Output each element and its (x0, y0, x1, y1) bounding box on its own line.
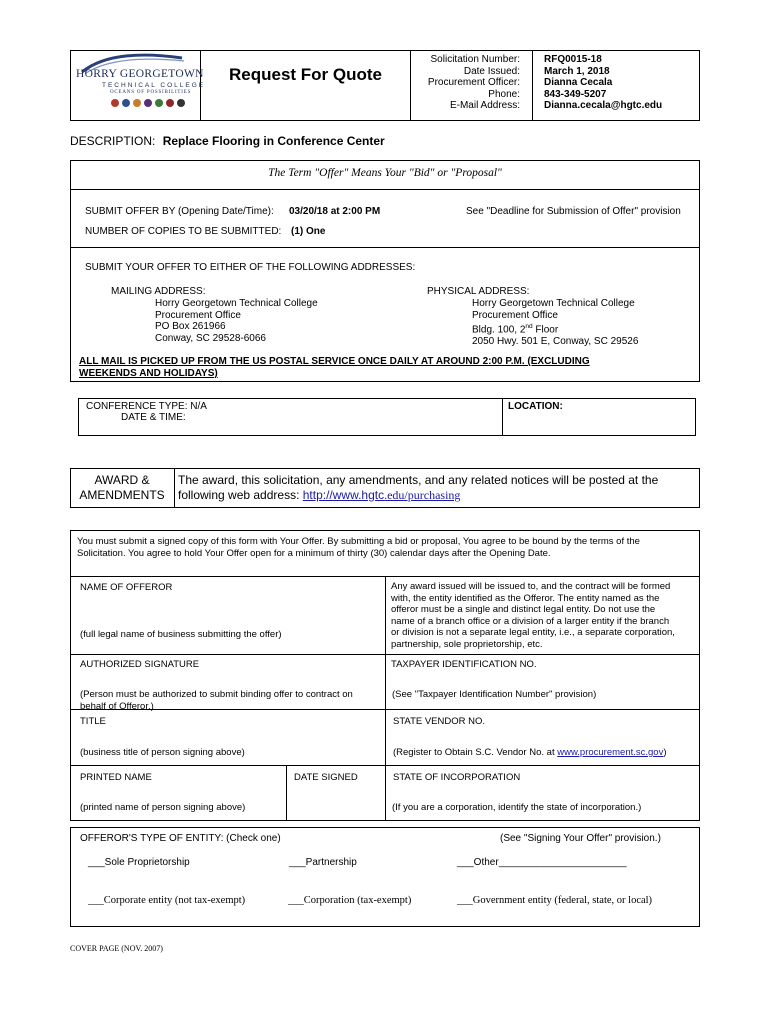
mailing-line: Horry Georgetown Technical College (155, 298, 318, 309)
entity-option-other[interactable]: ___Other_______________________ (457, 857, 627, 868)
agreement-line2: Solicitation. You agree to hold Your Offer open for a minimum of thirty (30) calendar days after the Opening Date. (77, 548, 551, 559)
college-logo (72, 52, 206, 119)
physical-line: Horry Georgetown Technical College (472, 298, 635, 309)
incorporation-hint: (If you are a corporation, identify the state of incorporation.) (392, 802, 642, 813)
mail-notice: ALL MAIL IS PICKED UP FROM THE US POSTAL SERVICE ONCE DAILY AT AROUND 2:00 P.M. (EXCLUDING WEEKENDS AND HOLIDAYS) (79, 356, 590, 379)
header-values (544, 54, 698, 112)
offeror-hint: (full legal name of business submitting the offer) (80, 629, 282, 640)
description-value: Replace Flooring in Conference Center (162, 134, 385, 148)
award-label (70, 473, 174, 503)
phone-label: Phone: (488, 88, 520, 100)
logo-line2: TECHNICAL COLLEGE (102, 82, 206, 89)
title-label: TITLE (80, 716, 106, 727)
award-divider (174, 468, 175, 508)
physical-line: Procurement Office (472, 309, 558, 321)
email-label: E-Mail Address: (449, 100, 520, 112)
submit-by-value: 03/20/18 at 2:00 PM (289, 206, 381, 217)
award-notice: Any award issued will be issued to, and the contract will be formed with, the entity identified as the Offeror. The entity named as the offeror must be a single and distinct legal entity. Do not use the name of a branch office or a division of a larger entity if the branch or division is not a separate legal entity, i.e., a separate corporation, partnership, sole proprietorship, etc. (391, 581, 675, 650)
agreement-text (77, 536, 697, 560)
date-issued-label: Date Issued: (463, 65, 520, 77)
description-label: DESCRIPTION: (70, 134, 156, 148)
award-text-line1: The award, this solicitation, any amendments, and any related notices will be posted at the (178, 473, 659, 487)
tin-label: TAXPAYER IDENTIFICATION NO. (391, 659, 537, 670)
award-label-line2: AMENDMENTS (79, 488, 165, 502)
logo-seals-icon (110, 98, 190, 108)
email-value: Dianna.cecala@hgtc.edu (544, 100, 663, 112)
date-signed-label: DATE SIGNED (294, 772, 358, 783)
offeror-label: NAME OF OFFEROR (80, 582, 173, 593)
date-issued-value: March 1, 2018 (544, 65, 610, 77)
submit-by-label: SUBMIT OFFER BY (Opening Date/Time): (85, 206, 274, 217)
procurement-officer-label: Procurement Officer: (427, 77, 520, 89)
signature-hint: (Person must be authorized to submit binding offer to contract on behalf of Offeror.) (80, 689, 353, 712)
vendor-link[interactable]: www.procurement.sc.gov (557, 747, 664, 758)
title-hint: (business title of person signing above) (80, 747, 245, 758)
physical-line-bldg: Bldg. 100, 2nd Floor (472, 323, 559, 336)
incorporation-label: STATE OF INCORPORATION (393, 772, 521, 783)
conference-type: CONFERENCE TYPE: N/A (86, 401, 207, 412)
physical-heading: PHYSICAL ADDRESS: (427, 286, 530, 297)
copies-label: NUMBER OF COPIES TO BE SUBMITTED: (85, 226, 282, 237)
solicitation-number-label: Solicitation Number: (430, 54, 520, 65)
agreement-line1: You must submit a signed copy of this form with Your Offer. By submitting a bid or proposal, You agree to be bound by the terms of the (77, 536, 640, 547)
conference-divider (502, 398, 503, 436)
entity-option-corporate[interactable]: ___Corporate entity (not tax-exempt) (88, 895, 246, 906)
header-divider-2 (410, 50, 411, 121)
award-text (178, 473, 698, 503)
entity-heading: OFFEROR'S TYPE OF ENTITY: (Check one) (80, 833, 281, 844)
header-divider-3 (532, 50, 533, 121)
offer-term-text: The Term "Offer" Means Your "Bid" or "Proposal" (268, 167, 502, 179)
entity-note: (See "Signing Your Offer" provision.) (500, 833, 661, 844)
procurement-officer-value: Dianna Cecala (544, 77, 613, 89)
description-row (70, 134, 385, 148)
award-text-line2: following web address: http://www.hgtc.edu/purchasing (178, 488, 461, 502)
solicitation-number-value: RFQ0015-18 (544, 54, 602, 65)
mailing-line: PO Box 261966 (155, 321, 226, 333)
purchasing-link[interactable]: http://www.hgtc.edu/purchasing (302, 488, 461, 502)
tin-hint: (See "Taxpayer Identification Number" provision) (392, 689, 597, 700)
physical-line: 2050 Hwy. 501 E, Conway, SC 29526 (472, 336, 639, 348)
mailing-heading: MAILING ADDRESS: (111, 286, 206, 297)
header-labels (412, 54, 520, 112)
conference-location: LOCATION: (508, 401, 563, 412)
entity-option-partnership[interactable]: ___Partnership (289, 857, 357, 868)
logo-line1: HORRY GEORGETOWN (76, 68, 204, 80)
phone-value: 843-349-5207 (544, 88, 607, 100)
page-footer: COVER PAGE (NOV. 2007) (70, 944, 163, 953)
copies-value: (1) One (291, 226, 326, 237)
entity-option-sole-proprietorship[interactable]: ___Sole Proprietorship (88, 857, 190, 868)
page-title: Request For Quote (228, 65, 382, 84)
entity-option-corporation-tax-exempt[interactable]: ___Corporation (tax-exempt) (288, 895, 412, 906)
vendor-hint: (Register to Obtain S.C. Vendor No. at www.procurement.sc.gov) (393, 747, 667, 758)
logo-tagline: OCEANS OF POSSIBILITIES (110, 90, 192, 95)
mailing-line: Procurement Office (155, 309, 241, 321)
vendor-label: STATE VENDOR NO. (393, 716, 486, 727)
submission-divider (70, 247, 700, 248)
conference-datetime: DATE & TIME: (121, 412, 186, 423)
mailing-lines (155, 298, 318, 344)
entity-option-government[interactable]: ___Government entity (federal, state, or local) (457, 895, 653, 906)
physical-lines (472, 298, 638, 348)
logo-seals (110, 98, 190, 108)
printed-name-hint: (printed name of person signing above) (80, 802, 246, 813)
signature-label: AUTHORIZED SIGNATURE (80, 659, 200, 670)
addresses-intro: SUBMIT YOUR OFFER TO EITHER OF THE FOLLOWING ADDRESSES: (85, 262, 416, 273)
award-label-line1: AWARD & (94, 473, 150, 487)
printed-name-label: PRINTED NAME (80, 772, 152, 783)
deadline-note: See "Deadline for Submission of Offer" provision (466, 206, 681, 217)
mailing-line: Conway, SC 29528-6066 (155, 332, 266, 344)
